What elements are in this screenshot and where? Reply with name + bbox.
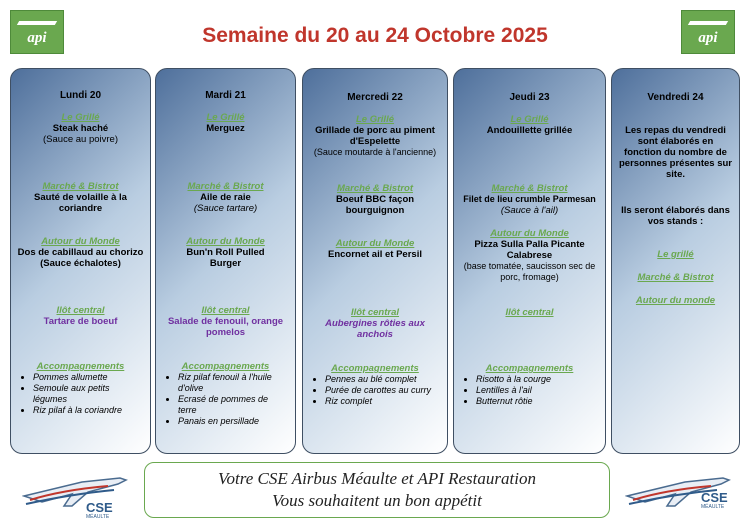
section-ilot	[17, 305, 144, 327]
section-accompagnements	[17, 361, 144, 416]
day-column-lundi	[10, 68, 151, 454]
dish: Andouillette grillée	[486, 125, 573, 136]
day-title: Vendredi 24	[647, 92, 704, 103]
dish: Pizza Sulla Palla Picante Calabrese	[474, 239, 585, 261]
section-label: Le Grillé	[61, 112, 100, 123]
footer-line-2: Vous souhaitent un bon appétit	[272, 491, 482, 510]
dish: Steak haché	[52, 123, 109, 134]
section-label: Le Grillé	[510, 114, 549, 125]
dish: Salade de fenouil, orange pomelos	[167, 316, 284, 338]
section-label: Accompagnements	[331, 363, 419, 374]
dish-note: (base tomatée, saucisson sec de porc, fromage)	[463, 261, 596, 282]
list-item: • Purée de carottes au curry	[325, 385, 441, 396]
dish-note: (Sauce à l'ail)	[500, 205, 559, 216]
list-item: • Pennes au blé complet	[325, 374, 441, 385]
section-accompagnements	[309, 363, 441, 407]
dish: Sauté de volaille à la coriandre	[34, 192, 127, 214]
section-grille	[17, 112, 144, 145]
api-logo-text: api	[27, 30, 47, 46]
stand-label: Le grillé	[657, 249, 694, 260]
section-label: Accompagnements	[485, 363, 574, 374]
section-label: Le Grillé	[206, 112, 245, 123]
section-label: Ilôt central	[350, 307, 400, 318]
section-ilot	[162, 305, 289, 338]
section-label: Le Grillé	[355, 114, 394, 125]
footer-message	[144, 462, 610, 518]
cse-logo-right	[625, 466, 737, 522]
side-list	[460, 374, 599, 407]
day-title: Mardi 21	[205, 90, 246, 101]
dish: Encornet ail et Persil	[328, 249, 422, 260]
list-item: • Butternut rôtie	[476, 396, 599, 407]
section-accompagnements	[162, 361, 289, 427]
cse-logo-subtext: MÉAULTE	[86, 514, 110, 520]
section-label: Accompagnements	[181, 361, 270, 372]
section-grille	[460, 114, 599, 136]
friday-stand	[618, 295, 733, 306]
day-column-vendredi	[611, 68, 740, 454]
dish-note: (Sauce tartare)	[193, 203, 258, 214]
cse-logo-text: CSE	[86, 500, 113, 515]
section-marche	[162, 181, 289, 214]
section-marche	[309, 183, 441, 216]
list-item: • Lentilles à l'ail	[476, 385, 599, 396]
day-column-mardi	[155, 68, 296, 454]
list-item: • Riz complet	[325, 396, 441, 407]
cse-logo-left	[22, 466, 134, 522]
section-label: Marché & Bistrot	[42, 181, 119, 192]
dish-note: (Sauce échalotes)	[40, 258, 121, 269]
list-item: • Risotto à la courge	[476, 374, 599, 385]
dish: Grillade de porc au piment d'Espelette	[315, 125, 435, 147]
dish-note: (Sauce moutarde à l'ancienne)	[313, 147, 437, 157]
list-item: • Pommes allumette	[33, 372, 144, 383]
cse-logo-subtext: MÉAULTE	[701, 504, 725, 510]
footer-line-1: Votre CSE Airbus Méaulte et API Restauration	[218, 469, 536, 488]
list-item: • Riz pilaf fenouil à l'huile d'olive	[178, 372, 289, 394]
day-column-mercredi	[302, 68, 448, 454]
section-label: Autour du Monde	[335, 238, 415, 249]
section-label: Marché & Bistrot	[336, 183, 413, 194]
section-ilot	[309, 307, 441, 340]
section-grille	[162, 112, 289, 134]
friday-info	[618, 125, 733, 180]
section-label: Accompagnements	[36, 361, 125, 372]
section-ilot	[460, 307, 599, 318]
day-title: Jeudi 23	[509, 92, 550, 103]
side-list	[162, 372, 289, 427]
stand-label: Autour du monde	[635, 295, 716, 306]
section-autour	[460, 228, 599, 283]
section-label: Ilôt central	[56, 305, 105, 316]
list-item: • Riz pilaf à la coriandre	[33, 405, 144, 416]
section-marche	[17, 181, 144, 214]
section-label: Ilôt central	[505, 307, 554, 318]
side-list	[309, 374, 441, 407]
day-title: Mercredi 22	[347, 92, 403, 103]
dish: Bun'n Roll Pulled Burger	[186, 247, 265, 269]
list-item: • Panais en persillade	[178, 416, 289, 427]
section-label: Autour du Monde	[41, 236, 120, 247]
day-column-jeudi	[453, 68, 606, 454]
friday-stand	[618, 249, 733, 260]
dish: Aile de raie	[200, 192, 251, 203]
section-label: Autour du Monde	[186, 236, 265, 247]
list-item: • Ecrasé de pommes de terre	[178, 394, 289, 416]
dish: Filet de lieu crumble Parmesan	[463, 194, 596, 204]
dish: Dos de cabillaud au chorizo	[17, 247, 144, 258]
friday-text-1: Les repas du vendredi sont élaborés en fonction du nombre de personnes présentes sur site.	[619, 125, 732, 180]
side-list	[17, 372, 144, 416]
dish: Tartare de boeuf	[43, 316, 118, 327]
friday-stand	[618, 272, 733, 283]
stand-label: Marché & Bistrot	[637, 272, 714, 283]
dish: Aubergines rôties aux anchois	[325, 318, 425, 340]
section-label: Marché & Bistrot	[491, 183, 568, 194]
section-autour	[162, 236, 289, 269]
day-title: Lundi 20	[59, 90, 102, 101]
cse-logo-text: CSE	[701, 490, 728, 505]
section-label: Marché & Bistrot	[187, 181, 264, 192]
page-title: Semaine du 20 au 24 Octobre 2025	[202, 24, 548, 47]
section-marche	[460, 183, 599, 216]
section-grille	[309, 114, 441, 158]
friday-stands-intro	[618, 205, 733, 227]
dish: Boeuf BBC façon bourguignon	[335, 194, 415, 216]
airplane-icon	[22, 466, 134, 522]
api-logo-text: api	[698, 30, 718, 46]
section-accompagnements	[460, 363, 599, 407]
section-label: Ilôt central	[201, 305, 250, 316]
section-autour	[17, 236, 144, 269]
dish-note: (Sauce au poivre)	[43, 134, 118, 145]
section-autour	[309, 238, 441, 260]
dish: Merguez	[206, 123, 245, 134]
section-label: Autour du Monde	[490, 228, 569, 239]
friday-text-2: Ils seront élaborés dans vos stands :	[621, 205, 730, 227]
list-item: • Semoule aux petits légumes	[33, 383, 144, 405]
